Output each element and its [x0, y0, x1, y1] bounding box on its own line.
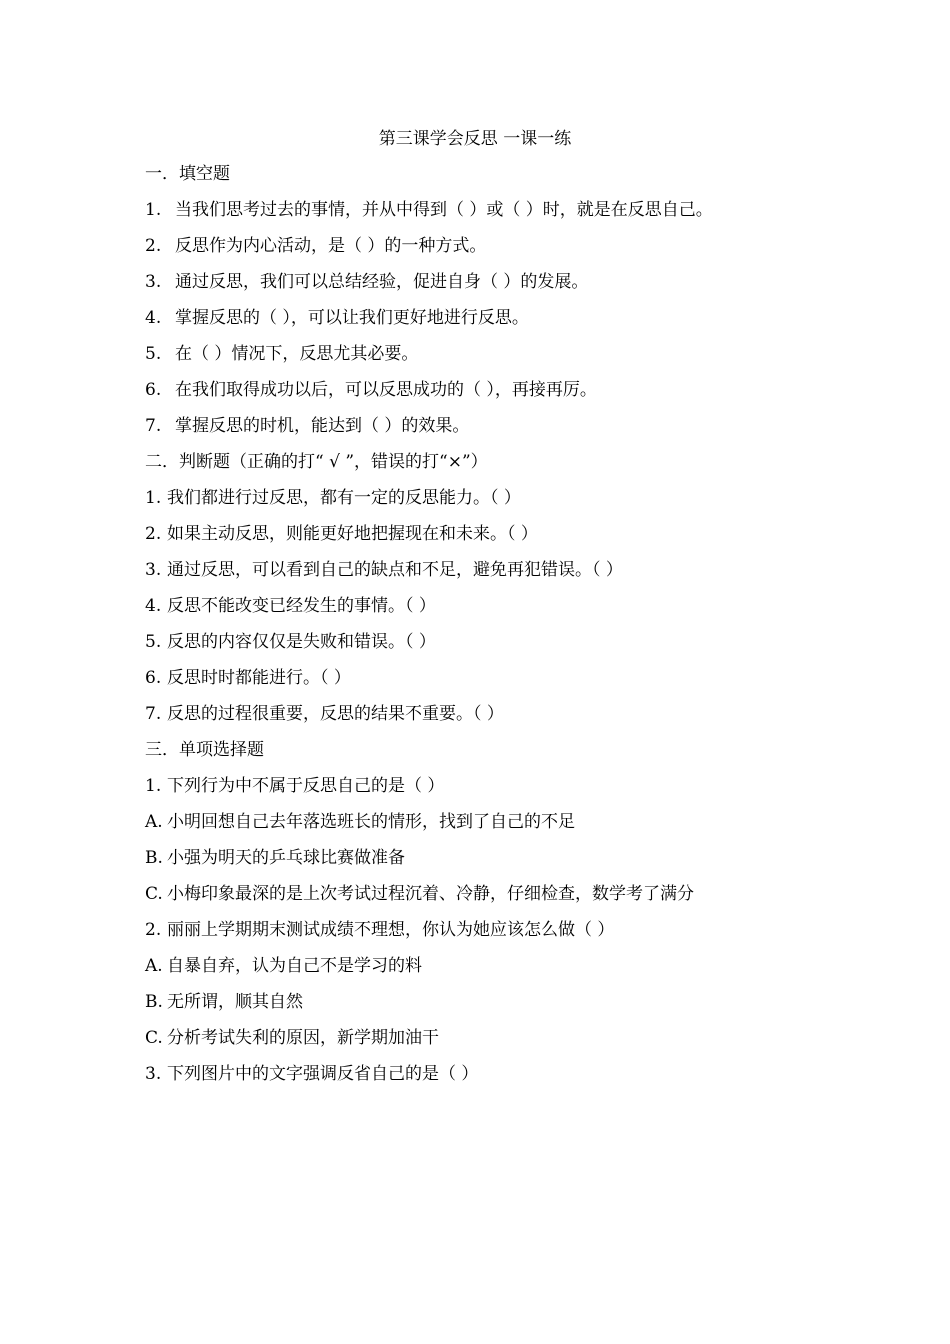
option-label: A.	[145, 956, 163, 976]
true-false-item	[145, 486, 845, 522]
worksheet-content	[145, 162, 845, 1098]
true-false-item	[145, 702, 845, 738]
item-text: 反思时时都能进行。（ ）	[167, 668, 351, 688]
choice-option	[145, 882, 845, 918]
item-text: 如果主动反思，则能更好地把握现在和未来。（ ）	[167, 524, 538, 544]
true-false-item	[145, 630, 845, 666]
section-heading-true-false: 二．判断题（正确的打“ √ ”，错误的打“×”）	[145, 452, 488, 472]
fill-blank-item	[145, 306, 845, 342]
item-text: 通过反思，可以看到自己的缺点和不足，避免再犯错误。（ ）	[167, 560, 623, 580]
fill-blank-item	[145, 414, 845, 450]
true-false-item	[145, 666, 845, 702]
true-false-item	[145, 522, 845, 558]
item-text: 我们都进行过反思，都有一定的反思能力。（ ）	[167, 488, 521, 508]
item-number: 3.	[145, 560, 162, 580]
item-number: 5.	[145, 344, 162, 364]
question-number: 2.	[145, 920, 162, 940]
item-number: 5.	[145, 632, 162, 652]
choice-question	[145, 918, 845, 954]
section-heading-single-choice: 三．单项选择题	[145, 740, 264, 760]
choice-option	[145, 810, 845, 846]
option-label: A.	[145, 812, 163, 832]
option-text: 小强为明天的乒乓球比赛做准备	[167, 848, 405, 868]
item-text: 反思的过程很重要，反思的结果不重要。（ ）	[167, 704, 504, 724]
item-number: 4.	[145, 308, 162, 328]
item-number: 4.	[145, 596, 162, 616]
item-text: 反思不能改变已经发生的事情。（ ）	[167, 596, 436, 616]
item-text: 通过反思，我们可以总结经验，促进自身（ ）的发展。	[175, 272, 589, 292]
item-number: 3.	[145, 272, 162, 292]
question-text: 下列图片中的文字强调反省自己的是（ ）	[167, 1064, 479, 1084]
choice-option	[145, 1026, 845, 1062]
item-text: 反思作为内心活动，是（ ）的一种方式。	[175, 236, 487, 256]
item-number: 1.	[145, 200, 162, 220]
item-number: 7.	[145, 416, 162, 436]
option-text: 无所谓，顺其自然	[167, 992, 303, 1012]
option-text: 自暴自弃，认为自己不是学习的料	[167, 956, 422, 976]
option-text: 分析考试失利的原因，新学期加油干	[167, 1028, 439, 1048]
item-text: 当我们思考过去的事情，并从中得到（ ）或（ ）时，就是在反思自己。	[175, 200, 713, 220]
fill-blank-item	[145, 198, 845, 234]
choice-question	[145, 1062, 845, 1098]
item-text: 在（ ）情况下，反思尤其必要。	[175, 344, 419, 364]
item-number: 7.	[145, 704, 162, 724]
fill-blank-item	[145, 378, 845, 414]
fill-blank-item	[145, 342, 845, 378]
item-number: 2.	[145, 236, 162, 256]
choice-option	[145, 954, 845, 990]
item-text: 在我们取得成功以后，可以反思成功的（ ），再接再厉。	[175, 380, 597, 400]
question-text: 下列行为中不属于反思自己的是（ ）	[167, 776, 445, 796]
fill-blank-item	[145, 234, 845, 270]
item-number: 1.	[145, 488, 162, 508]
option-label: B.	[145, 848, 163, 868]
option-label: B.	[145, 992, 163, 1012]
option-label: C.	[145, 884, 163, 904]
question-text: 丽丽上学期期末测试成绩不理想，你认为她应该怎么做（ ）	[167, 920, 615, 940]
choice-option	[145, 990, 845, 1026]
item-text: 反思的内容仅仅是失败和错误。（ ）	[167, 632, 436, 652]
item-number: 2.	[145, 524, 162, 544]
true-false-item	[145, 594, 845, 630]
true-false-item	[145, 558, 845, 594]
item-number: 6.	[145, 380, 162, 400]
choice-question	[145, 774, 845, 810]
item-number: 6.	[145, 668, 162, 688]
item-text: 掌握反思的时机，能达到（ ）的效果。	[175, 416, 470, 436]
option-label: C.	[145, 1028, 163, 1048]
section-heading-fill-blank: 一．填空题	[145, 164, 230, 184]
option-text: 小明回想自己去年落选班长的情形，找到了自己的不足	[167, 812, 575, 832]
question-number: 1.	[145, 776, 162, 796]
option-text: 小梅印象最深的是上次考试过程沉着、冷静，仔细检查，数学考了满分	[167, 884, 694, 904]
fill-blank-item	[145, 270, 845, 306]
item-text: 掌握反思的（ ），可以让我们更好地进行反思。	[175, 308, 529, 328]
page-title: 第三课学会反思 一课一练	[378, 129, 572, 149]
choice-option	[145, 846, 845, 882]
question-number: 3.	[145, 1064, 162, 1084]
